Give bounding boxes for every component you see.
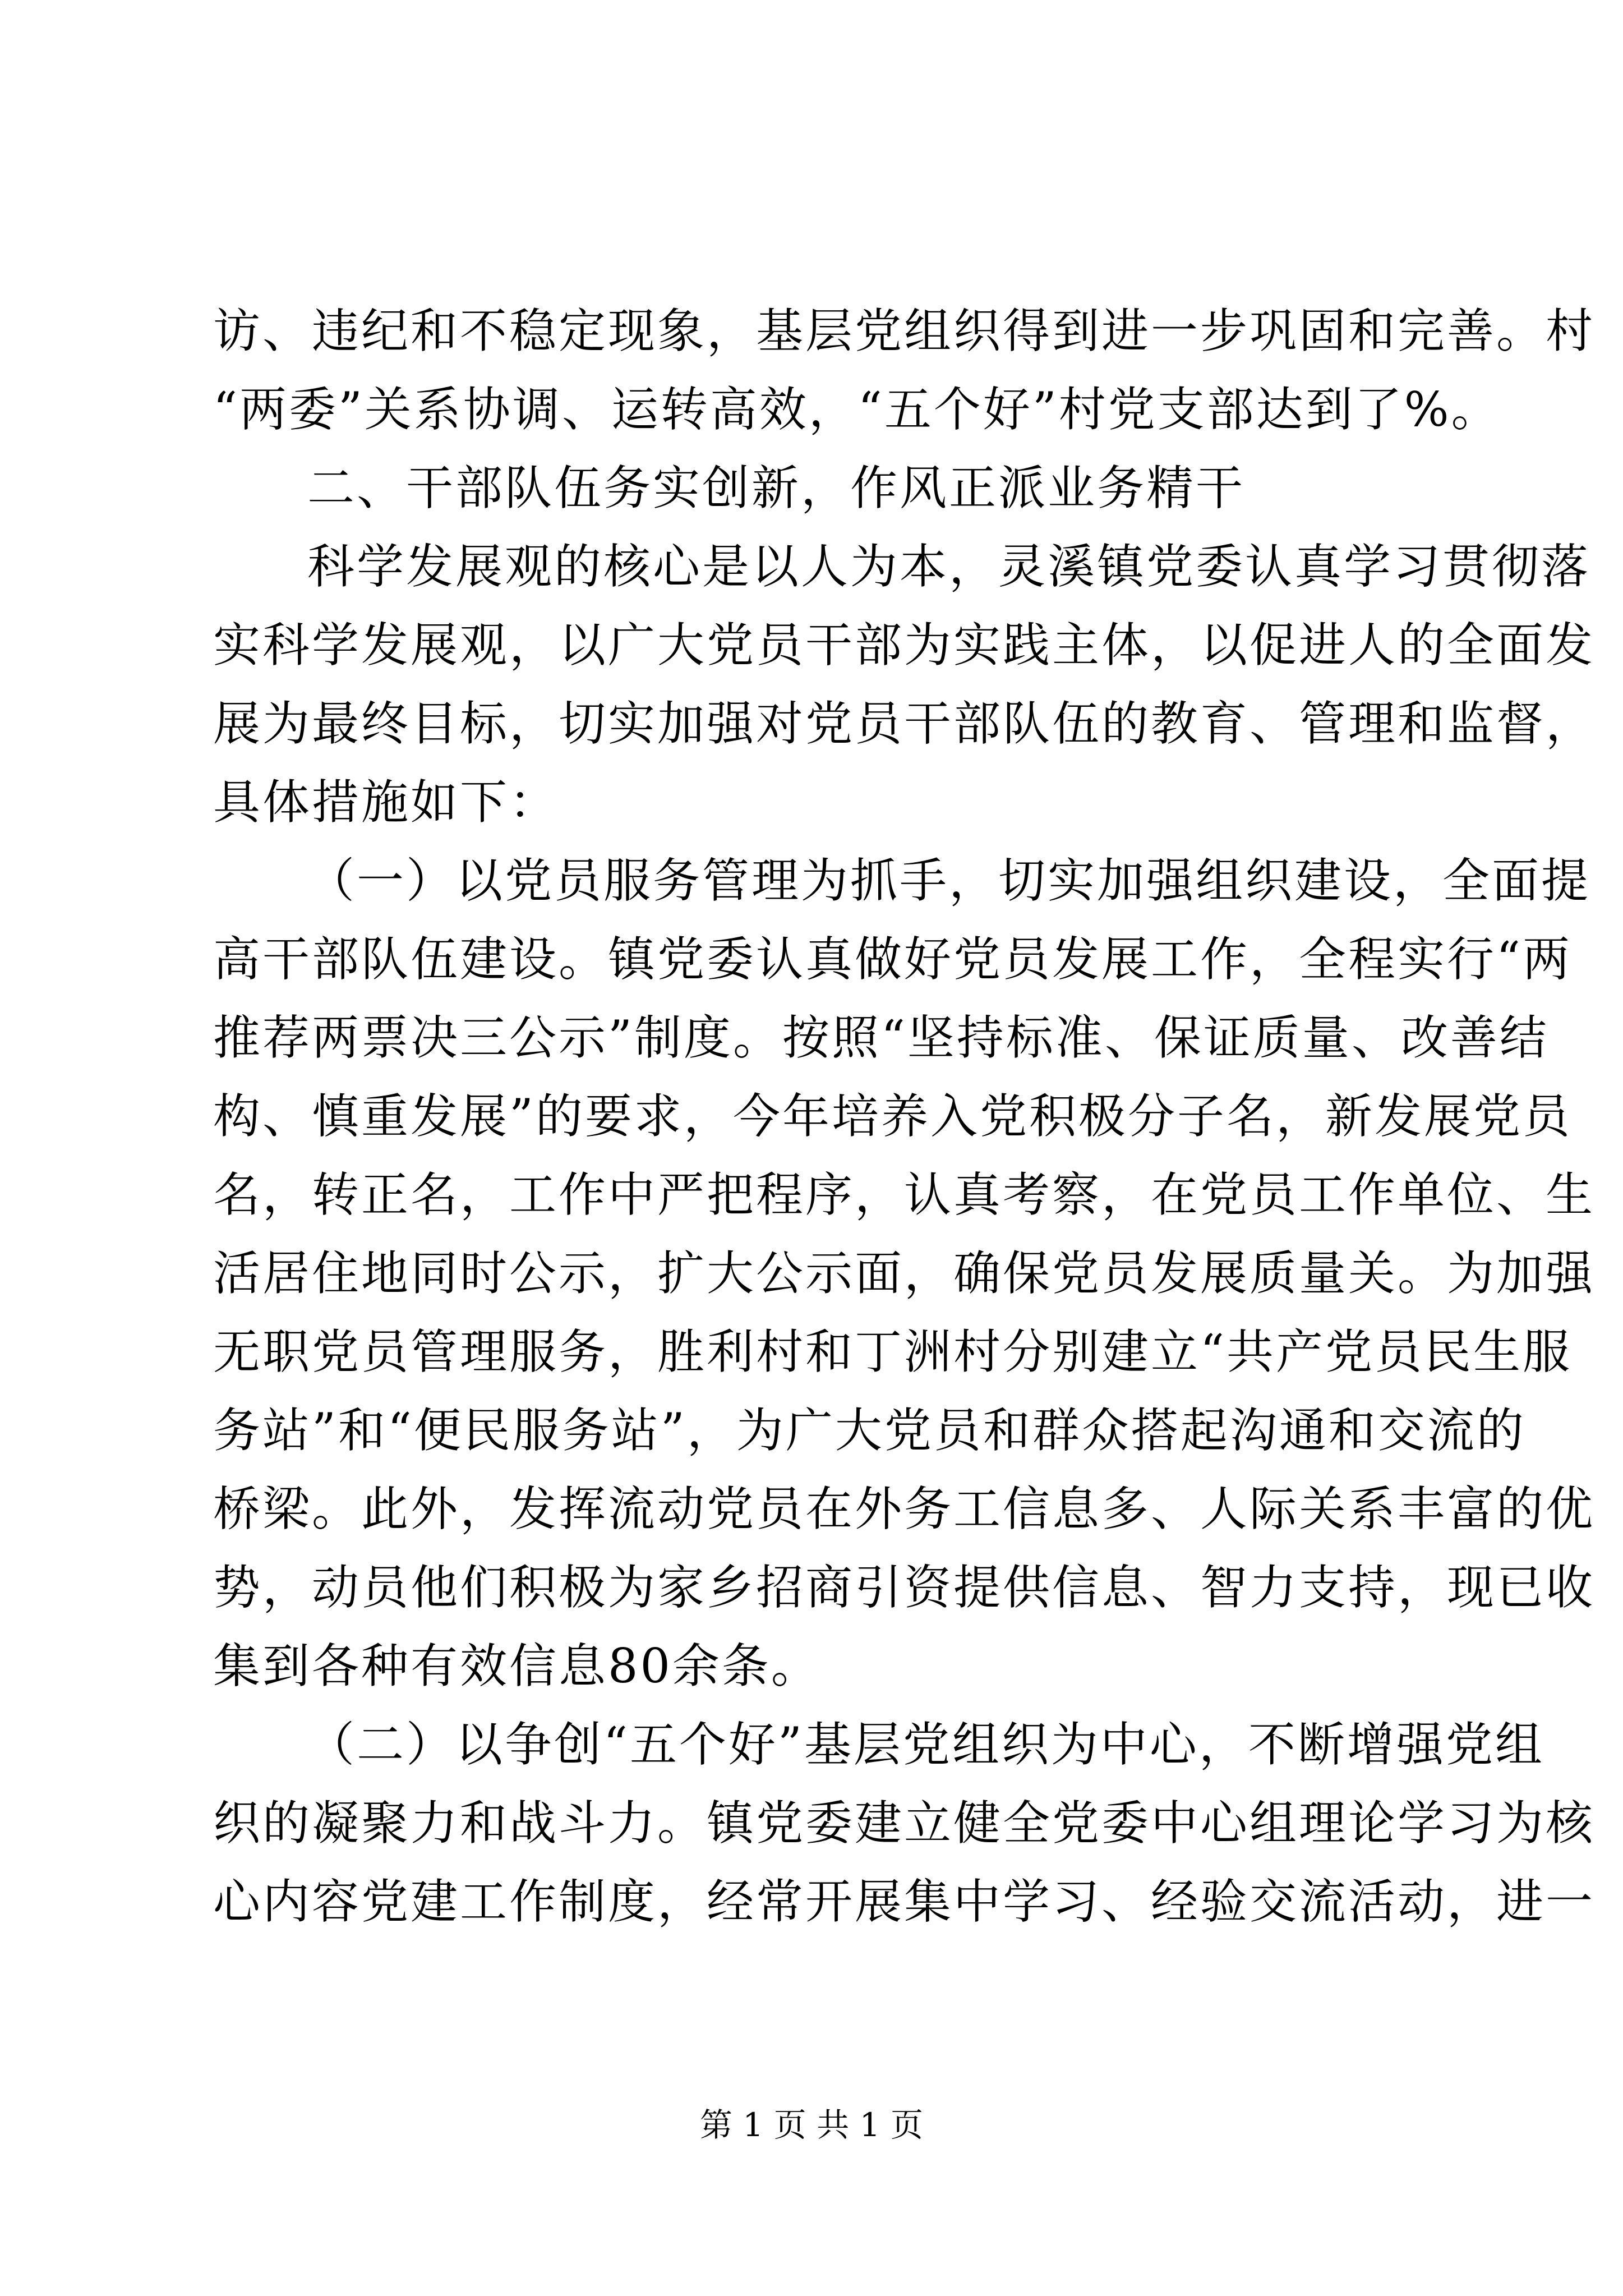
text-line: （一）以党员服务管理为抓手，切实加强组织建设，全面提 [307,853,1591,908]
text-line: 心内容党建工作制度，经常开展集中学习、经验交流活动，进一 [213,1874,1596,1929]
text-line: 展为最终目标，切实加强对党员干部队伍的教育、管理和监督， [213,696,1596,751]
text-line: 势，动员他们积极为家乡招商引资提供信息、智力支持，现已收 [213,1560,1596,1615]
section-heading: 二、干部队伍务实创新，作风正派业务精干 [307,461,1246,516]
text-line: 访、违纪和不稳定现象，基层党组织得到进一步巩固和完善。村 [213,303,1596,358]
page-footer: 第 1 页 共 1 页 [700,2106,923,2144]
text-line: 科学发展观的核心是以人为本，灵溪镇党委认真学习贯彻落 [307,539,1591,594]
text-line: 桥梁。此外，发挥流动党员在外务工信息多、人际关系丰富的优 [213,1481,1596,1536]
text-line: 无职党员管理服务，胜利村和丁洲村分别建立“共产党员民生服 [213,1324,1572,1379]
text-line: 具体措施如下： [213,775,559,830]
text-line: （二）以争创“五个好”基层党组织为中心，不断增强党组 [307,1717,1544,1772]
text-line: 实科学发展观，以广大党员干部为实践主体，以促进人的全面发 [213,618,1596,673]
text-line: 高干部队伍建设。镇党委认真做好党员发展工作，全程实行“两 [213,932,1572,987]
text-line: 名，转正名，工作中严把程序，认真考察，在党员工作单位、生 [213,1167,1596,1222]
text-line: 推荐两票决三公示”制度。按照“坚持标准、保证质量、改善结 [213,1010,1549,1065]
text-line: “两委”关系协调、运转高效，“五个好”村党支部达到了%。 [213,382,1501,437]
text-line: 集到各种有效信息80余条。 [213,1639,820,1694]
text-line: 活居住地同时公示，扩大公示面，确保党员发展质量关。为加强 [213,1246,1596,1301]
text-line: 构、慎重发展”的要求，今年培养入党积极分子名，新发展党员 [213,1089,1572,1144]
text-line: 织的凝聚力和战斗力。镇党委建立健全党委中心组理论学习为核 [213,1796,1596,1851]
text-line: 务站”和“便民服务站”，为广大党员和群众搭起沟通和交流的 [213,1403,1526,1458]
